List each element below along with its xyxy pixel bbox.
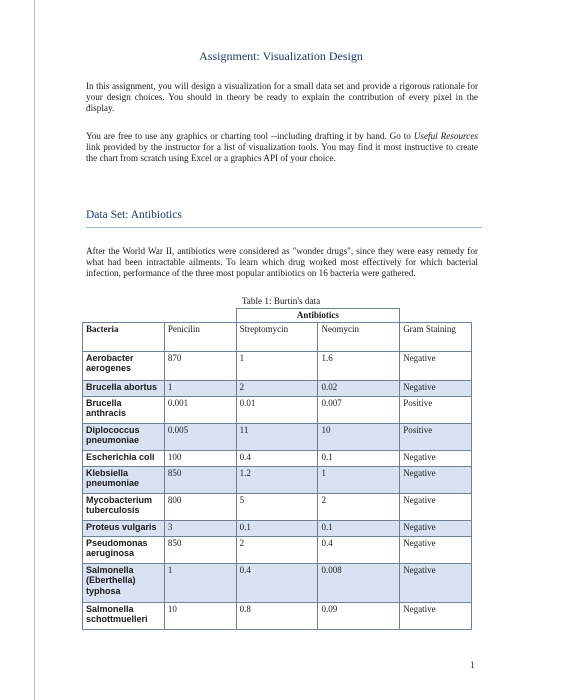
cell-streptomycin: 0.1 bbox=[236, 520, 318, 536]
cell-neomycin: 0.4 bbox=[318, 536, 400, 563]
table-row bbox=[83, 520, 472, 536]
cell-streptomycin: 1.2 bbox=[236, 466, 318, 493]
table-row bbox=[83, 563, 472, 602]
cell-penicilin: 870 bbox=[164, 351, 236, 380]
cell-penicilin: 0.001 bbox=[164, 396, 236, 423]
cell-neomycin: 1.6 bbox=[318, 351, 400, 380]
cell-bacteria: Mycobacterium tuberculosis bbox=[83, 493, 165, 520]
header-bacteria: Bacteria bbox=[83, 322, 165, 351]
cell-penicilin: 1 bbox=[164, 563, 236, 602]
header-gram-staining: Gram Staining bbox=[400, 322, 472, 351]
cell-penicilin: 850 bbox=[164, 466, 236, 493]
table-body bbox=[83, 351, 472, 629]
cell-neomycin: 1 bbox=[318, 466, 400, 493]
header-streptomycin: Streptomycin bbox=[236, 322, 318, 351]
cell-neomycin: 0.1 bbox=[318, 450, 400, 466]
burtin-data-table bbox=[82, 308, 472, 630]
cell-bacteria: Brucella anthracis bbox=[83, 396, 165, 423]
cell-bacteria: Pseudomonas aeruginosa bbox=[83, 536, 165, 563]
table-row bbox=[83, 450, 472, 466]
table-row bbox=[83, 396, 472, 423]
cell-bacteria: Salmonella schottmuelleri bbox=[83, 602, 165, 629]
cell-neomycin: 0.1 bbox=[318, 520, 400, 536]
table-row bbox=[83, 466, 472, 493]
cell-streptomycin: 0.4 bbox=[236, 450, 318, 466]
cell-streptomycin: 0.8 bbox=[236, 602, 318, 629]
table-caption: Table 1: Burtin's data bbox=[241, 296, 321, 306]
page-number: 1 bbox=[470, 660, 475, 670]
cell-bacteria: Salmonella (Eberthella) typhosa bbox=[83, 563, 165, 602]
cell-penicilin: 1 bbox=[164, 380, 236, 396]
table-header-row bbox=[83, 322, 472, 351]
cell-penicilin: 850 bbox=[164, 536, 236, 563]
cell-streptomycin: 2 bbox=[236, 380, 318, 396]
cell-bacteria: Diplococcus pneumoniae bbox=[83, 423, 165, 450]
tools-paragraph bbox=[86, 131, 478, 165]
cell-penicilin: 0.005 bbox=[164, 423, 236, 450]
antibiotics-group-header: Antibiotics bbox=[236, 309, 400, 323]
cell-gram-staining: Positive bbox=[400, 423, 472, 450]
header-neomycin: Neomycin bbox=[318, 322, 400, 351]
cell-bacteria: Klebsiella pneumoniae bbox=[83, 466, 165, 493]
cell-streptomycin: 0.01 bbox=[236, 396, 318, 423]
cell-bacteria: Proteus vulgaris bbox=[83, 520, 165, 536]
cell-gram-staining: Negative bbox=[400, 450, 472, 466]
cell-gram-staining: Negative bbox=[400, 520, 472, 536]
cell-gram-staining: Negative bbox=[400, 493, 472, 520]
cell-gram-staining: Negative bbox=[400, 602, 472, 629]
page-left-edge bbox=[34, 0, 35, 700]
table-row bbox=[83, 602, 472, 629]
cell-neomycin: 0.09 bbox=[318, 602, 400, 629]
cell-streptomycin: 11 bbox=[236, 423, 318, 450]
cell-streptomycin: 2 bbox=[236, 536, 318, 563]
tools-text-after: link provided by the instructor for a list of visualization tools. You may find it most instructive to create the chart from scratch using Excel or a graphics API of your choice. bbox=[86, 142, 478, 164]
cell-neomycin: 0.008 bbox=[318, 563, 400, 602]
cell-penicilin: 800 bbox=[164, 493, 236, 520]
dataset-paragraph: After the World War II, antibiotics were considered as "wonder drugs", since they were easy remedy for what had been intractable ailments. To learn which drug worked most effectively for which bacterial infection, performance of the three most popular antibiotics on 16 bacteria were gathered. bbox=[86, 246, 478, 279]
cell-bacteria: Escherichia coli bbox=[83, 450, 165, 466]
cell-neomycin: 10 bbox=[318, 423, 400, 450]
cell-gram-staining: Negative bbox=[400, 466, 472, 493]
cell-neomycin: 0.02 bbox=[318, 380, 400, 396]
heading-underline bbox=[86, 227, 482, 228]
table-row bbox=[83, 536, 472, 563]
cell-bacteria: Aerobacter aerogenes bbox=[83, 351, 165, 380]
cell-penicilin: 10 bbox=[164, 602, 236, 629]
section-heading: Data Set: Antibiotics bbox=[86, 209, 182, 221]
cell-bacteria: Brucella abortus bbox=[83, 380, 165, 396]
table-group-header-row bbox=[83, 309, 472, 323]
table-row bbox=[83, 493, 472, 520]
cell-penicilin: 100 bbox=[164, 450, 236, 466]
document-title: Assignment: Visualization Design bbox=[199, 49, 363, 63]
cell-gram-staining: Negative bbox=[400, 351, 472, 380]
cell-gram-staining: Negative bbox=[400, 380, 472, 396]
cell-neomycin: 0.007 bbox=[318, 396, 400, 423]
cell-streptomycin: 5 bbox=[236, 493, 318, 520]
table-row bbox=[83, 423, 472, 450]
cell-gram-staining: Negative bbox=[400, 536, 472, 563]
table-row bbox=[83, 380, 472, 396]
cell-streptomycin: 1 bbox=[236, 351, 318, 380]
cell-gram-staining: Negative bbox=[400, 563, 472, 602]
header-penicilin: Penicilin bbox=[164, 322, 236, 351]
tools-text-before: You are free to use any graphics or charting tool --including drafting it by hand. Go to bbox=[86, 131, 414, 141]
cell-streptomycin: 0.4 bbox=[236, 563, 318, 602]
useful-resources-link[interactable]: Useful Resources bbox=[413, 131, 479, 141]
cell-gram-staining: Positive bbox=[400, 396, 472, 423]
table-row bbox=[83, 351, 472, 380]
intro-paragraph: In this assignment, you will design a visualization for a small data set and provide a rigorous rationale for your design choices. You should in theory be ready to explain the contribution of every pixel in the display. bbox=[86, 81, 478, 114]
cell-neomycin: 2 bbox=[318, 493, 400, 520]
cell-penicilin: 3 bbox=[164, 520, 236, 536]
